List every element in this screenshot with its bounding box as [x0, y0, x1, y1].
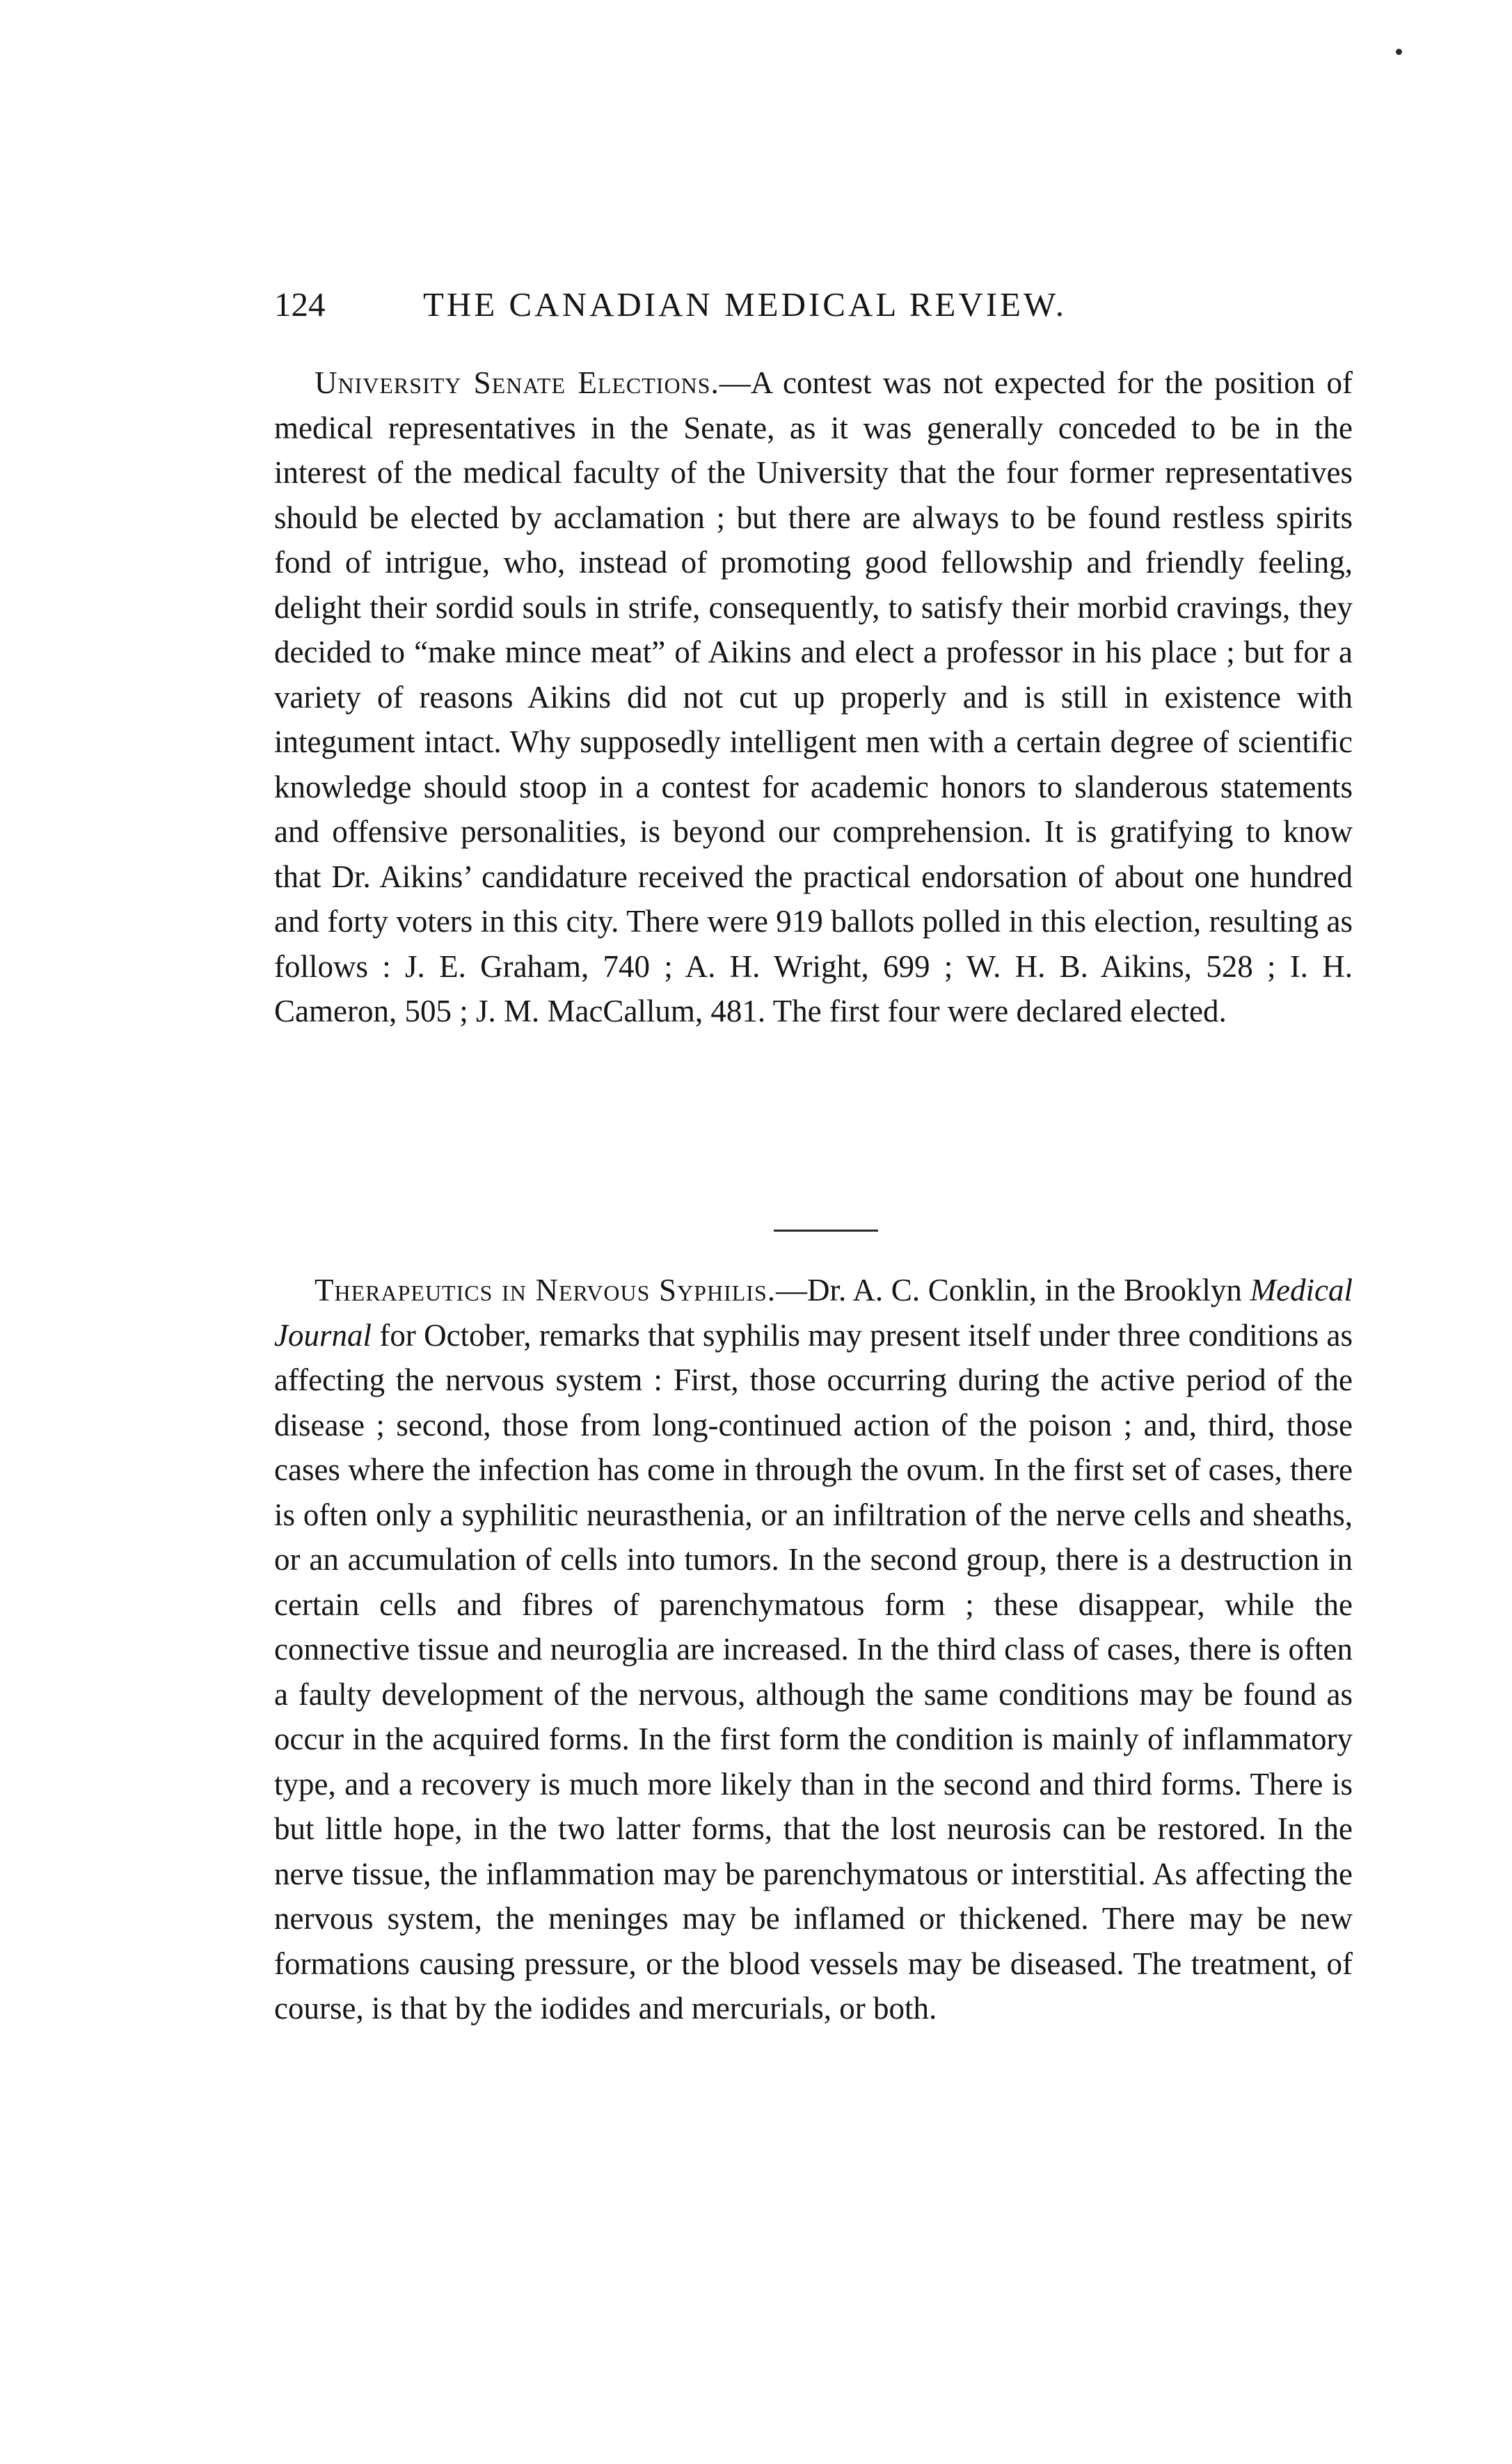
article-body: for October, remarks that syphilis may present itself under three conditions as affecting the nervous system : First, those occurring during the active period of the disease ; second, those from long-continued action of the poison ; and, third, those cases where the infection has come in through the ovum. In the first set of cases, there is often only a syphilitic neurasthenia, or an infiltration of the nerve cells and sheaths, or an accumulation of cells into tumors. In the second group, there is a destruction in certain cells and fibres of parenchymatous form ; these disappear, while the connective tissue and neuroglia are increased. In the third class of cases, there is often a faulty development of the nervous, although the same conditions may be found as occur in the acquired forms. In the first form the condition is mainly of inflammatory type, and a recovery is much more likely than in the second and third forms. There is but little hope, in the two latter forms, that the lost neurosis can be restored. In the nerve tissue, the inflammation may be parenchymatous or interstitial. As affecting the nervous system, the meninges may be inflamed or thickened. There may be new formations causing pressure, or the blood vessels may be diseased. The treatment, of course, is that by the iodides and mercurials, or both. [274, 1317, 1353, 2026]
article-paragraph [274, 360, 1353, 1034]
page-number: 124 [274, 285, 326, 324]
section-divider [774, 1230, 878, 1232]
page-header [274, 284, 1353, 326]
journal-title: Medical Journal [274, 1273, 1353, 1353]
article-senate-elections [274, 360, 1353, 1034]
article-heading: Therapeutics in Nervous Syphilis. [315, 1273, 776, 1307]
ink-speck [1396, 49, 1402, 55]
article-heading: University Senate Elections. [315, 365, 719, 400]
article-body-intro: —Dr. A. C. Conklin, in the Brooklyn [776, 1273, 1250, 1307]
article-paragraph [274, 1268, 1353, 2031]
running-title: THE CANADIAN MEDICAL REVIEW. [423, 285, 1067, 324]
article-nervous-syphilis [274, 1268, 1353, 2031]
article-body: —A contest was not expected for the position of medical representatives in the Senate, as it was generally conceded to be in the interest of the medical faculty of the University that the four former representatives should be elected by acclamation ; but there are always to be found restless spirits fond of intrigue, who, instead of promoting good fellowship and friendly feeling, delight their sordid souls in strife, consequently, to satisfy their morbid cravings, they decided to “make mince meat” of Aikins and elect a professor in his place ; but for a variety of reasons Aikins did not cut up properly and is still in existence with integument intact. Why supposedly intelligent men with a certain degree of scientific knowledge should stoop in a contest for academic honors to slanderous statements and offensive personalities, is beyond our comprehension. It is gratifying to know that Dr. Aikins’ candidature received the practical endorsation of about one hundred and forty voters in this city. There were 919 ballots polled in this election, resulting as follows : J. E. Graham, 740 ; A. H. Wright, 699 ; W. H. B. Aikins, 528 ; I. H. Cameron, 505 ; J. M. MacCallum, 481. The first four were declared elected. [274, 365, 1353, 1028]
